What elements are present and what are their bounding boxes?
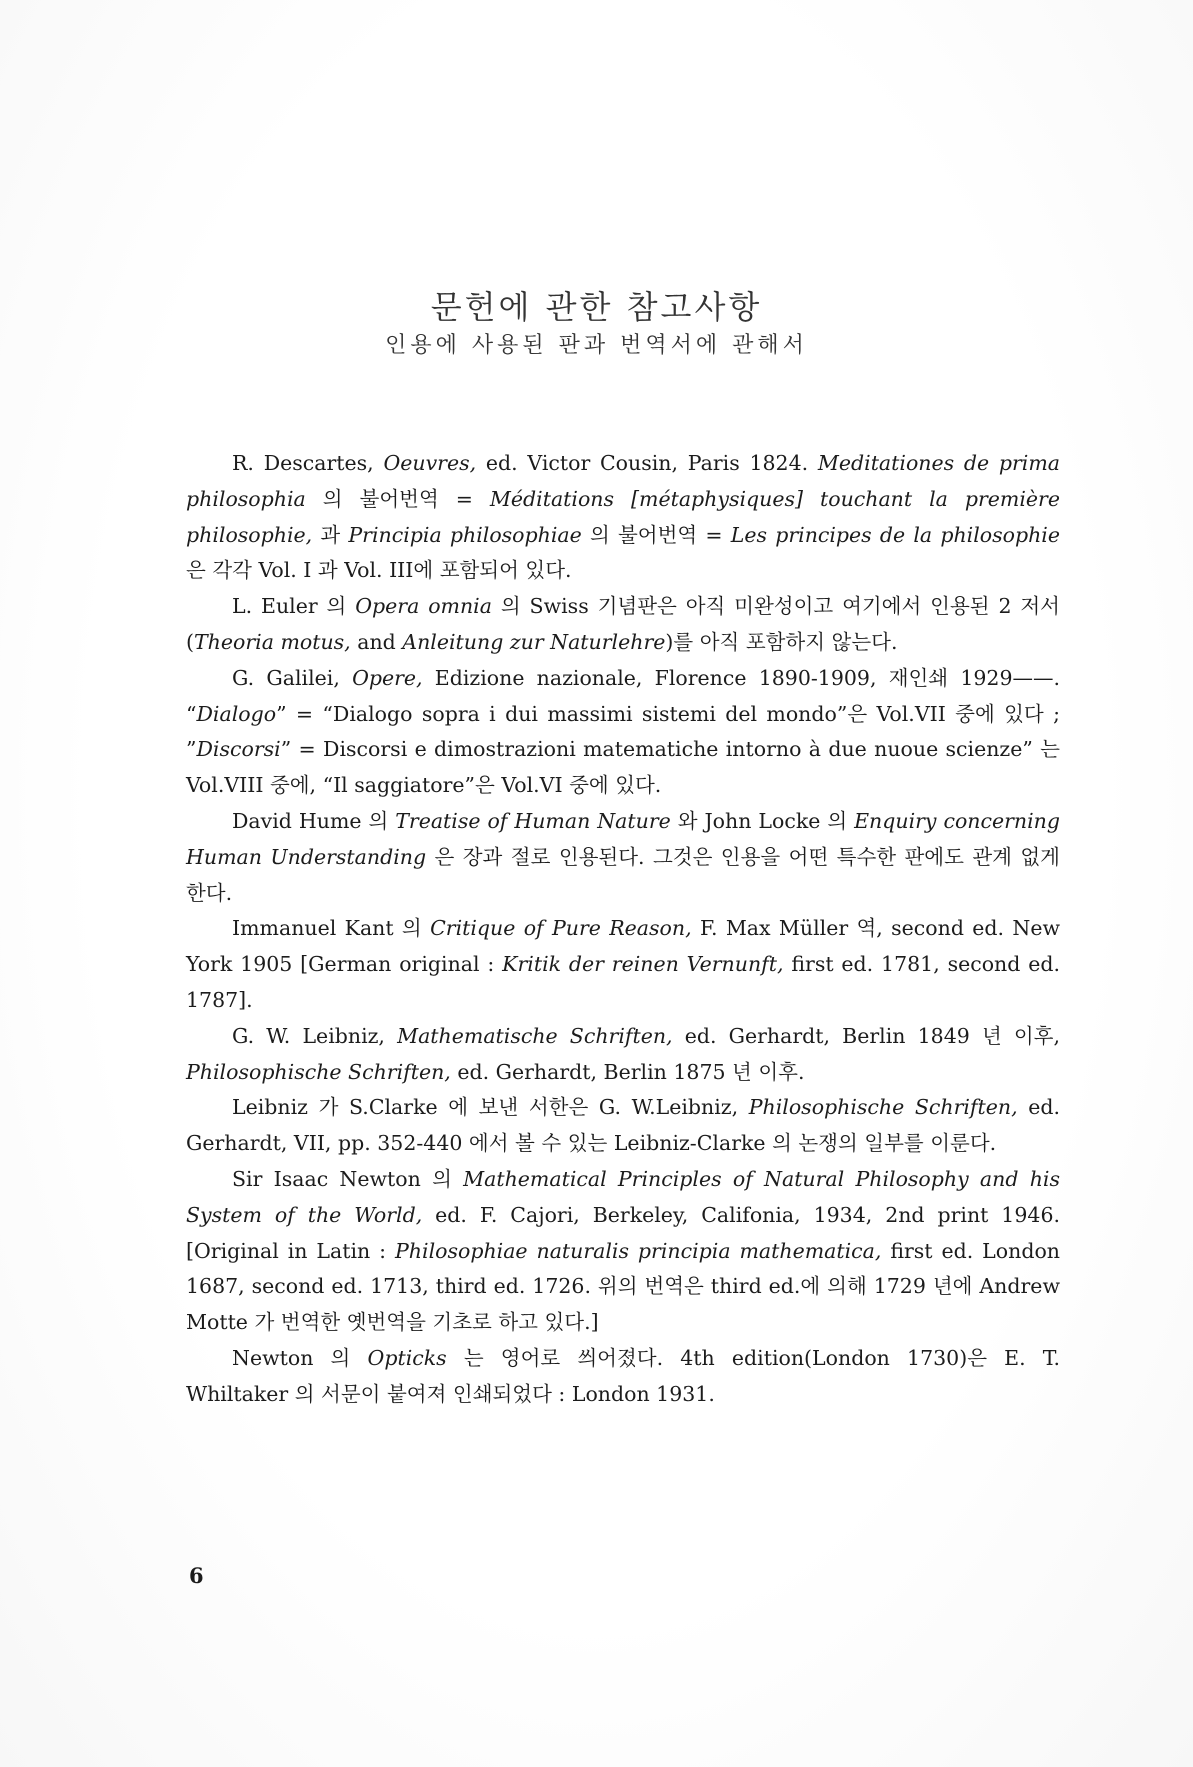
- references-body: [186, 446, 1060, 1413]
- ref-newton-opticks: Newton 의 Opticks 는 영어로 씌어졌다. 4th edition(London 1730)은 E. T. Whiltaker 의 서문이 붙여져 인쇄되었다 : London 1931.: [186, 1345, 1060, 1406]
- page-number: 6: [189, 1563, 204, 1588]
- ref-leibniz: G. W. Leibniz, Mathematische Schriften, ed. Gerhardt, Berlin 1849 년 이후, Philosophische Schriften, ed. Gerhardt, Berlin 1875 년 이후.: [186, 1023, 1061, 1084]
- ref-hume-locke: David Hume 의 Treatise of Human Nature 와 John Locke 의 Enquiry concerning Human Understanding 은 장과 절로 인용된다. 그것은 인용을 어떤 특수한 판에도 관계 없게 한다.: [186, 808, 1060, 905]
- ref-galilei: G. Galilei, Opere, Edizione nazionale, Florence 1890-1909, 재인쇄 1929——. “Dialogo” = “Dialogo sopra i dui massimi sistemi del mondo”은 Vol.VII 중에 있다 ; ”Discorsi” = Discorsi e dimostrazioni matematiche intorno à due nuoue scienze” 는 Vol.VIII 중에, “Il saggiatore”은 Vol.VI 중에 있다.: [186, 665, 1061, 798]
- ref-leibniz-clarke: Leibniz 가 S.Clarke 에 보낸 서한은 G. W.Leibniz, Philosophische Schriften, ed. Gerhardt, VII, pp. 352-440 에서 볼 수 있는 Leibniz-Clarke 의 논쟁의 일부를 이룬다.: [186, 1095, 1060, 1156]
- ref-kant: Immanuel Kant 의 Critique of Pure Reason, F. Max Müller 역, second ed. New York 1905 [German original : Kritik der reinen Vernunft, first ed. 1781, second ed. 1787].: [186, 916, 1061, 1012]
- page-title: 문헌에 관한 참고사항: [430, 288, 763, 326]
- page-subtitle: 인용에 사용된 판과 번역서에 관해서: [385, 333, 808, 358]
- ref-descartes: R. Descartes, Oeuvres, ed. Victor Cousin, Paris 1824. Meditationes de prima philosophia 의 불어번역 = Méditations [métaphysiques] touchant la première philosophie, 과 Principia philosophiae 의 불어번역 = Les principes de la philosophie 은 각각 Vol. I 과 Vol. III에 포함되어 있다.: [186, 451, 1061, 583]
- ref-newton-principia: Sir Isaac Newton 의 Mathematical Principles of Natural Philosophy and his System of the World, ed. F. Cajori, Berkeley, Califonia, 1934, 2nd print 1946. [Original in Latin : Philosophiae naturalis principia mathematica, first ed. London 1687, second ed. 1713, third ed. 1726. 위의 번역은 third ed.에 의해 1729 년에 Andrew Motte 가 번역한 옛번역을 기초로 하고 있다.]: [186, 1166, 1060, 1335]
- ref-euler: L. Euler 의 Opera omnia 의 Swiss 기념판은 아직 미완성이고 여기에서 인용된 2 저서(Theoria motus, and Anleitung zur Naturlehre)를 아직 포함하지 않는다.: [186, 594, 1060, 654]
